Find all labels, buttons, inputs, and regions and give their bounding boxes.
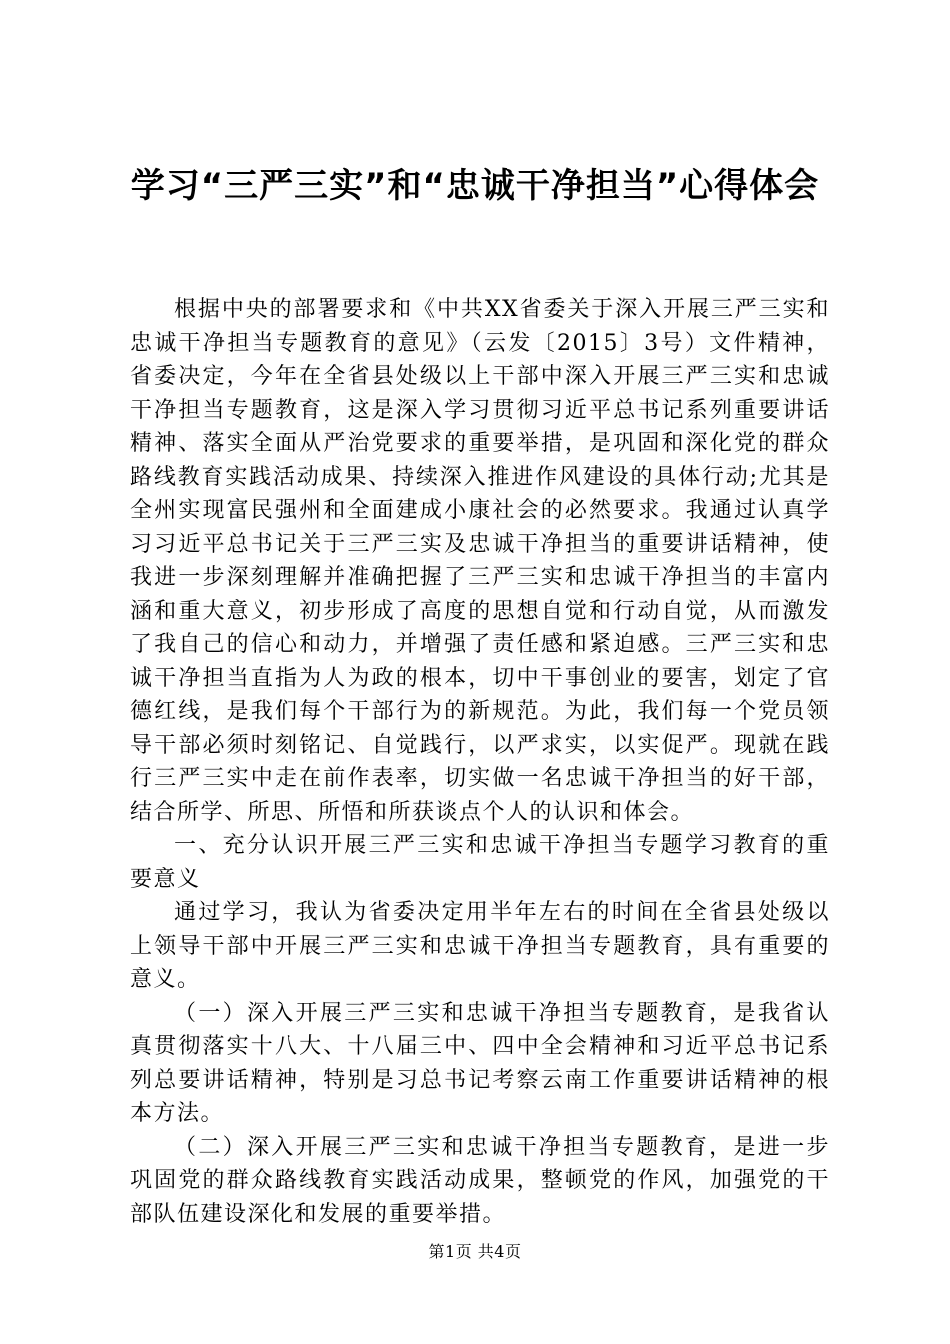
paragraph-intro: 根据中央的部署要求和《中共XX省委关于深入开展三严三实和忠诚干净担当专题教育的意见》（云发〔2015〕3号）文件精神，省委决定，今年在全省县处级以上干部中深入开展三严三实和忠诚干净担当专题教育，这是深入学习贯彻习近平总书记系列重要讲话精神、落实全面从严治党要求的重要举措，是巩固和深化党的群众路线教育实践活动成果、持续深入推进作风建设的具体行动;尤其是全州实现富民强州和全面建成小康社会的必然要求。我通过认真学习习近平总书记关于三严三实及忠诚干净担当的重要讲话精神，使我进一步深刻理解并准确把握了三严三实和忠诚干净担当的丰富内涵和重大意义，初步形成了高度的思想自觉和行动自觉，从而激发了我自己的信心和动力，并增强了责任感和紧迫感。三严三实和忠诚干净担当直指为人为政的根本，切中干事创业的要害，划定了官德红线，是我们每个干部行为的新规范。为此，我们每一个党员领导干部必须时刻铭记、自觉践行，以严求实，以实促严。现就在践行三严三实中走在前作表率，切实做一名忠诚干净担当的好干部，结合所学、所思、所悟和所获谈点个人的认识和体会。 [130,297,830,825]
paragraph-significance: 通过学习，我认为省委决定用半年左右的时间在全省县处级以上领导干部中开展三严三实和忠诚干净担当专题教育，具有重要的意义。 [130,900,830,992]
paragraph-point-2: （二）深入开展三严三实和忠诚干净担当专题教育，是进一步巩固党的群众路线教育实践活动成果，整顿党的作风，加强党的干部队伍建设深化和发展的重要举措。 [130,1134,830,1227]
paragraph-point-1: （一）深入开展三严三实和忠诚干净担当专题教育，是我省认真贯彻落实十八大、十八届三中、四中全会精神和习近平总书记系列总要讲话精神，特别是习总书记考察云南工作重要讲话精神的根本方法。 [130,1000,830,1126]
page-number-footer: 第1页 共4页 [428,1242,522,1261]
section-heading-1: 一、充分认识开展三严三实和忠诚干净担当专题学习教育的重要意义 [130,833,830,892]
document-body [130,293,830,1231]
document-title: 学习“三严三实”和“忠诚干净担当”心得体会 [130,166,820,206]
